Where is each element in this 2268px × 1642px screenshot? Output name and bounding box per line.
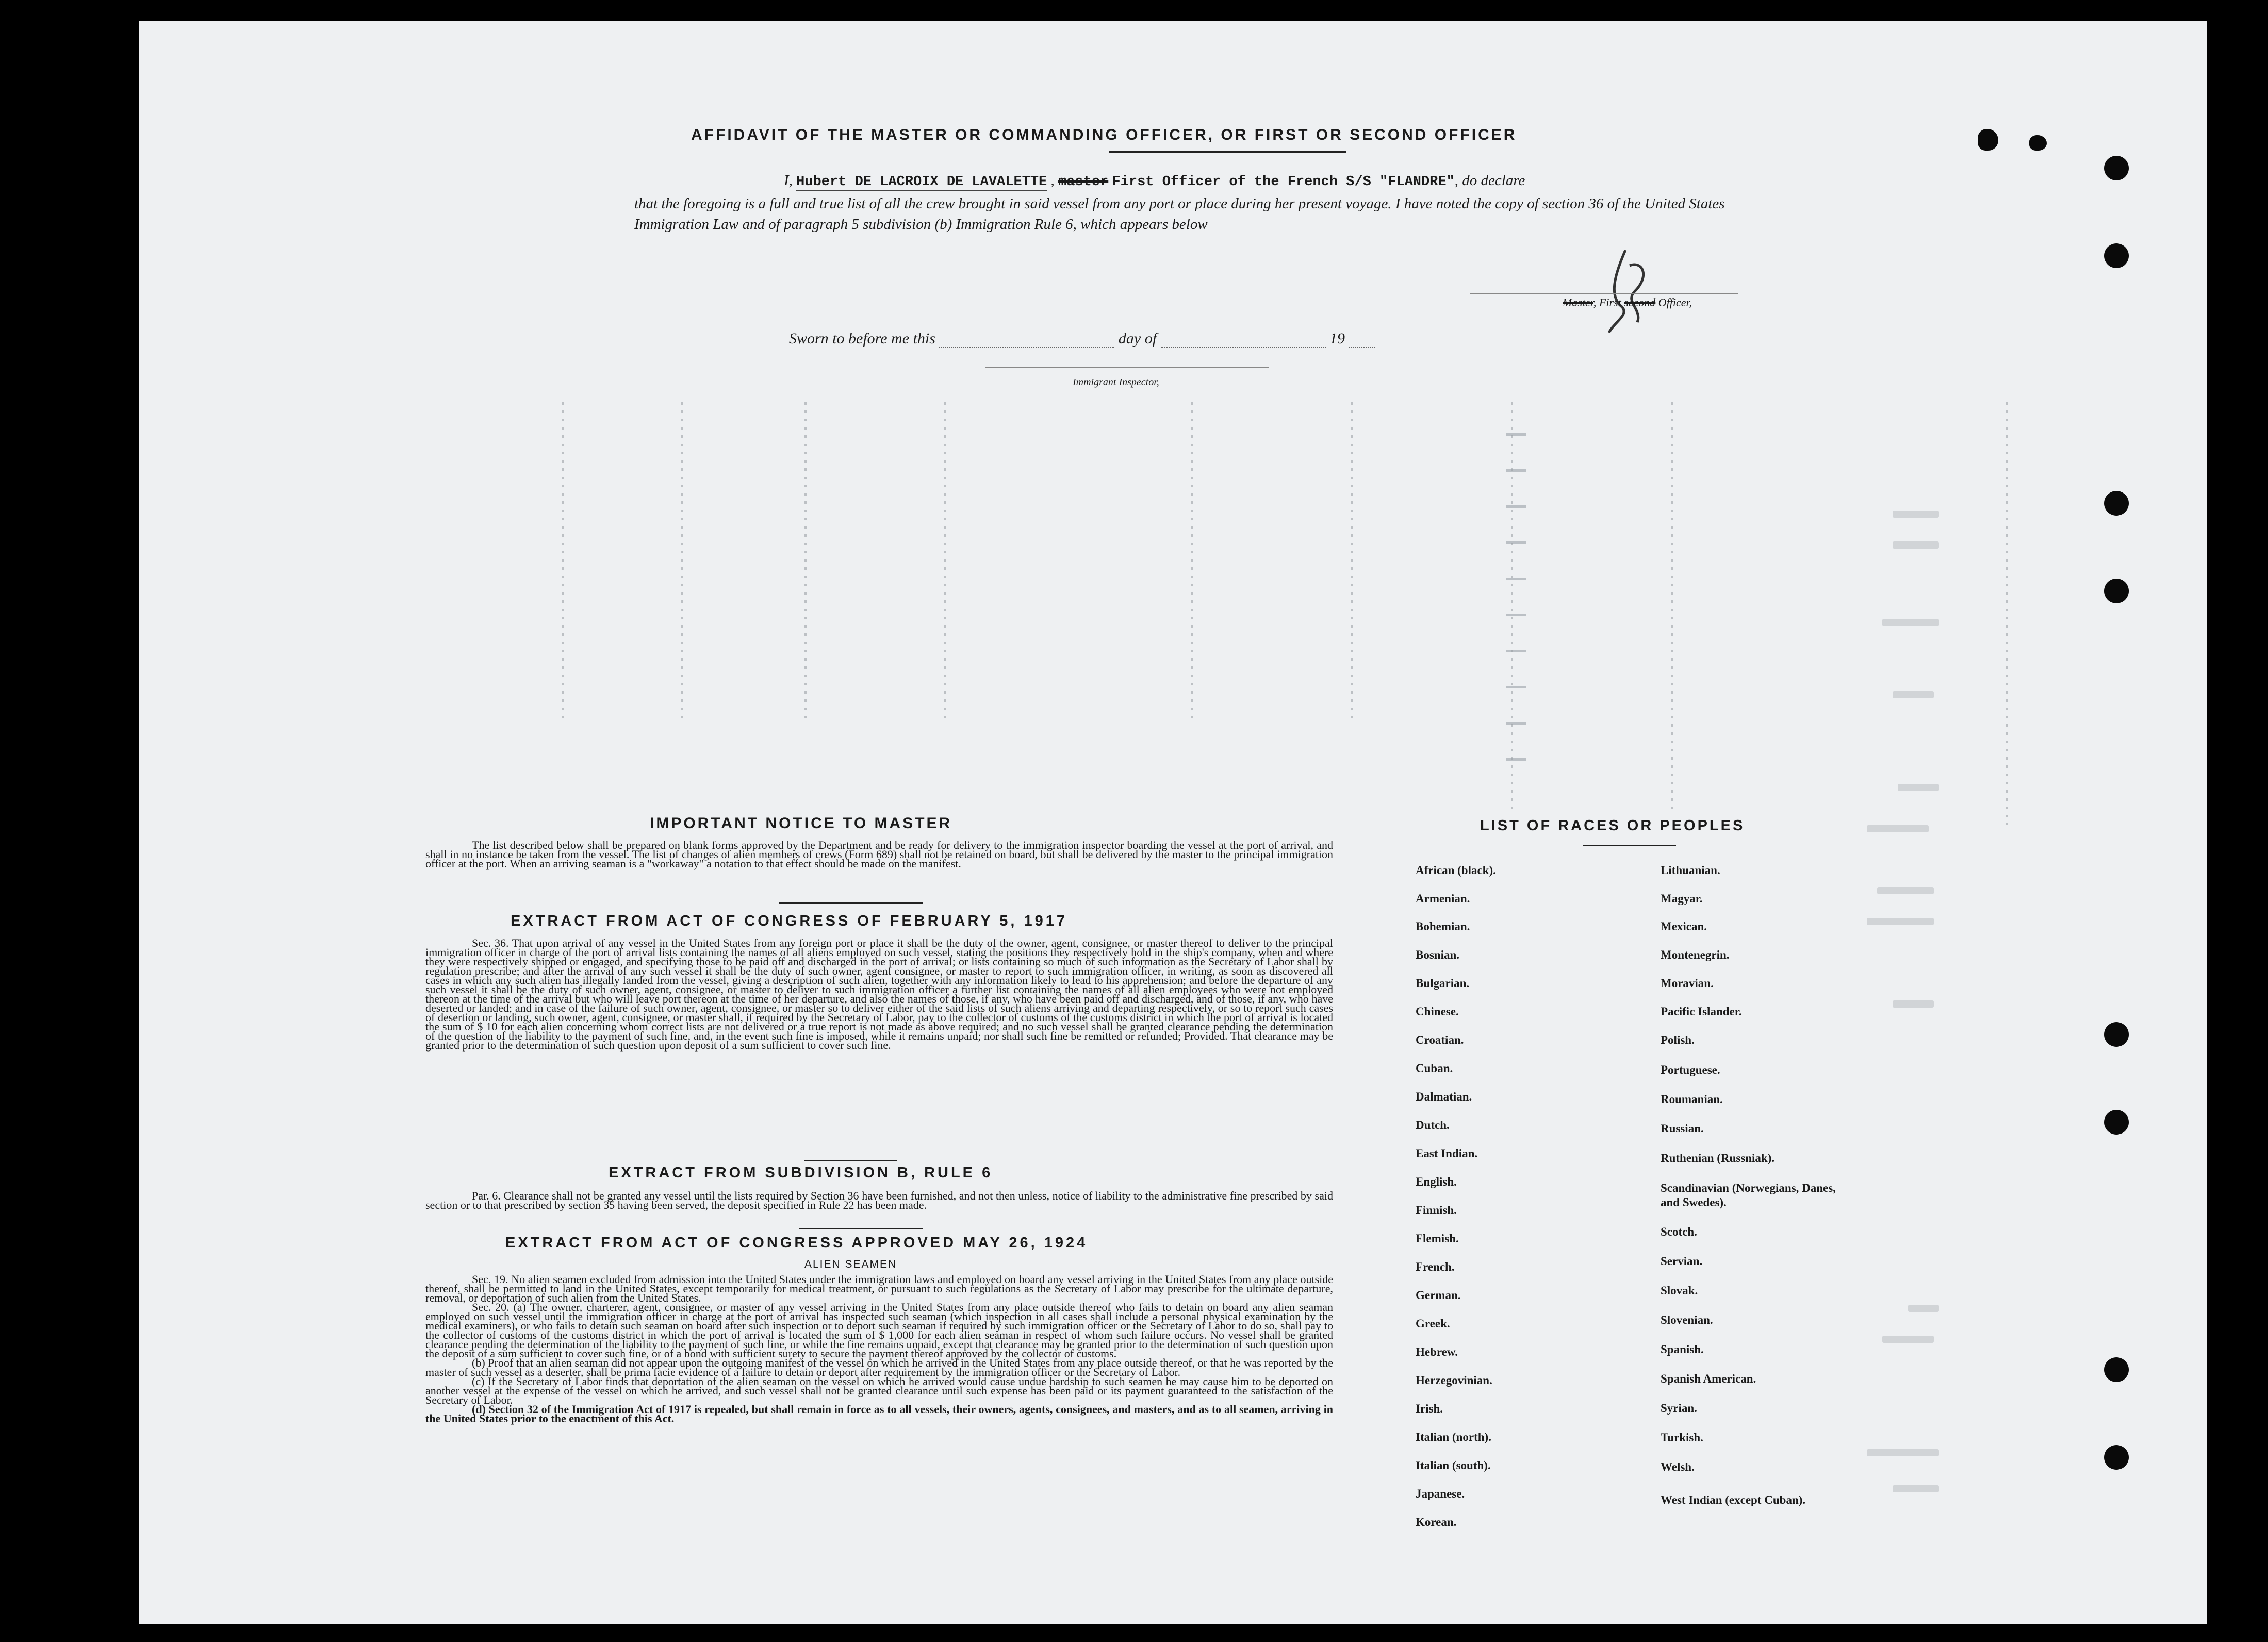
punch-hole [2104, 1357, 2129, 1382]
race-left-item: Italian (north). [1416, 1431, 1491, 1443]
bleed-through-column [2006, 402, 2008, 825]
race-right-item: Mexican. [1661, 920, 1707, 933]
race-left-item: Chinese. [1416, 1005, 1459, 1018]
extract-1917-rule [804, 1160, 897, 1161]
race-right-item: Polish. [1661, 1033, 1695, 1046]
sig-first: First [1599, 296, 1621, 309]
race-right-item: Spanish. [1661, 1343, 1704, 1356]
bleed-through-text [1898, 784, 1939, 791]
race-right-item: Turkish. [1661, 1431, 1703, 1444]
race-right-item: Magyar. [1661, 892, 1703, 905]
struck-master: Master [1563, 296, 1593, 309]
bleed-through-text [1893, 691, 1934, 698]
officer-name: Hubert DE LACROIX DE LAVALETTE [796, 174, 1047, 190]
bleed-through-mark [1506, 578, 1526, 580]
affidavit-i: I, [784, 172, 793, 189]
race-right-item: Ruthenian (Russniak). [1661, 1152, 1775, 1164]
sig-officer: Officer, [1658, 296, 1692, 309]
day-blank[interactable] [939, 347, 1114, 348]
punch-hole [2104, 156, 2129, 180]
bleed-through-mark [1506, 469, 1526, 472]
race-left-item: Croatian. [1416, 1033, 1464, 1046]
day-of: day of [1118, 330, 1157, 347]
extract-1924-title: EXTRACT FROM ACT OF CONGRESS APPROVED MAY 26, 1924 [505, 1235, 1088, 1251]
inspector-signature-line [985, 367, 1269, 368]
race-right-item: Scandinavian (Norwegians, Danes, and Swedes). [1661, 1181, 1836, 1209]
extract-1924-text: Sec. 19. No alien seamen excluded from admission into the United States under the immigration laws and employed on board any vessel arriving in the United States from any place outside thereof, shall be permitted to land in the United States, except temporarily for medical treatment, or pursuant to such regulations as the Secretary of Labor may prescribe for the ultimate departure, removal, or deportation of such alien from the United States. Sec. 20. (a) The owner, charterer, agent, consignee, or master of any vessel arriving in the United States from any place outside thereof who fails to detain on board any alien seaman employed on such vessel until the immigration officer in charge at the port of arrival has inspected such seaman (which inspection in all cases shall include a personal physical examination by the medical examiners), or who fails to detain such seaman on board after such inspection or to deport such seaman if required by such immigration officer or the Secretary of Labor to do so, shall pay to the collector of customs of the customs district in which the port of arrival is located the sum of $ 1,000 for each alien seaman in respect of whom such failure occurs. No vessel shall be granted clearance pending the determination of the liability to the payment of such fine, or while the fine remains unpaid, except that clearance may be granted prior to the determination of such question upon the deposit of a sum sufficient to cover such fine, or of a bond with sufficient surety to secure the payment thereof approved by the collector of customs. (b) Proof that an alien seaman did not appear upon the outgoing manifest of the vessel on which he arrived in the United States from any place outside thereof, or that he was reported by the master of such vessel as a deserter, shall be prima facie evidence of a failure to detain or deport after requirement by the immigration officer or the Secretary of Labor. (c) If the Secretary of Labor finds that deportation of the alien seaman on the vessel on which he arrived would cause undue hardship to such seamen he may cause him to be deported on another vessel at the expense of the vessel on which he arrived, and such vessel shall not be granted clearance until such expense has been paid or its payment guaranteed to the satisfaction of the Secretary of Labor. (d) Section 32 of the Immigration Act of 1917 is repealed, but shall remain in force as to all vessels, their owners, agents, consignees, and masters, and as to all seamen, arriving in the United States prior to the enactment of this Act. [425, 1273, 1333, 1425]
punch-hole [2104, 1022, 2129, 1047]
race-left-item: Dalmatian. [1416, 1090, 1472, 1103]
race-right-item: Slovenian. [1661, 1313, 1713, 1326]
races-title: LIST OF RACES OR PEOPLES [1480, 817, 1745, 834]
bleed-through-mark [1506, 686, 1526, 688]
bleed-through-mark [1506, 541, 1526, 544]
year-blank[interactable] [1349, 347, 1375, 348]
race-left-item: German. [1416, 1289, 1461, 1302]
race-right-item: Servian. [1661, 1255, 1703, 1268]
ink-spot [1978, 129, 1998, 151]
extract-rule6-text: Par. 6. Clearance shall not be granted any vessel until the lists required by Section 36 have been furnished, and not then unless, notice of liability to the administrative fine prescribed by said section or to that prescribed by section 35 having been served, the deposit specified in Rule 22 has been made. [425, 1189, 1333, 1211]
declare-text: , do declare [1454, 172, 1525, 189]
bleed-through-text [1893, 1000, 1934, 1008]
immigrant-inspector-label: Immigrant Inspector, [1073, 376, 1159, 388]
race-left-item: French. [1416, 1260, 1455, 1273]
race-left-item: Irish. [1416, 1402, 1443, 1415]
race-left-item: Korean. [1416, 1516, 1457, 1529]
title-rule [1109, 151, 1346, 153]
signature-line [1470, 293, 1738, 294]
extract-1917-title: EXTRACT FROM ACT OF CONGRESS OF FEBRUARY 5, 1917 [511, 913, 1068, 929]
extract-1917-text: Sec. 36. That upon arrival of any vessel in the United States from any foreign port or place it shall be the duty of the owner, agent, consignee, or master thereof to deliver to the principal immigration officer in charge of the port of arrival lists containing the names of all aliens employed on such vessel, stating the positions they respectively hold in the ship's company, when and where they were respectively shipped or engaged, and specifying those to be paid off and discharged in the port of arrival; or lists containing so much of such information as the Secretary of Labor shall by regulation prescribe; and after the arrival of any such vessel it shall be the duty of such owner, agent consignee, or master to report to such immigration officer, in writing, as soon as discovered all cases in which any such alien has illegally landed from the vessel, giving a description of such alien, together with any information likely to lead to his apprehension; and before the departure of any such vessel it shall be the duty of such owner, agent, consignee, or master to deliver to such immigration officer a further list containing the names of all alien employees who were not employed thereon at the time of the arrival but who will leave port thereon at the time of her departure, and also the names of those, if any, who have been paid off and discharged, and of those, if any, who have deserted or landed; and in case of the failure of such owner, agent, consignee, or master so to deliver either of the said lists of such aliens arriving and departing respectively, or so to report such cases of desertion or landing, such owner, agent, consignee, or master shall, if required by the Secretary of Labor, pay to the collector of customs of the customs district in which the port of arrival is located the sum of $ 10 for each alien concerning whom correct lists are not delivered or a true report is not made as above required; and no such vessel shall be granted clearance pending the determination of the question of the liability to the payment of such fine, and, in the event such fine is imposed, while it remains unpaid; nor shall such fine be remitted or refunded; Provided. That clearance may be granted prior to the determination of such question upon deposit of a sum sufficient to cover such fine. [425, 937, 1333, 1052]
bleed-through-column [562, 402, 564, 722]
bleed-through-mark [1506, 650, 1526, 652]
race-right-item: Scotch. [1661, 1225, 1697, 1238]
bleed-through-column [944, 402, 946, 722]
alien-seamen-subtitle: ALIEN SEAMEN [804, 1258, 897, 1270]
bleed-through-text [1882, 619, 1939, 626]
race-left-item: Flemish. [1416, 1232, 1459, 1245]
notice-title: IMPORTANT NOTICE TO MASTER [650, 815, 952, 832]
notice-text: The list described below shall be prepared on blank forms approved by the Department and be ready for delivery to the immigration inspector boarding the vessel at the port of arrival, and shall in no instance be taken from the vessel. The list of changes of alien members of crews (Form 689) shall not be retained on board, but shall be delivered by the master to the principal immigration officer at the port. When an arriving seaman is a "workaway" a notation to that effect should be made on the manifest. [425, 839, 1333, 870]
bleed-through-text [1893, 1485, 1939, 1492]
race-left-item: African (black). [1416, 864, 1496, 877]
ink-spot [2029, 135, 2047, 151]
race-right-item: West Indian (except Cuban). [1661, 1493, 1806, 1506]
race-right-item: Syrian. [1661, 1402, 1697, 1415]
race-left-item: Japanese. [1416, 1487, 1465, 1500]
bleed-through-mark [1506, 505, 1526, 508]
punch-hole [2104, 243, 2129, 268]
sworn-prefix: Sworn to before me this [789, 330, 935, 347]
bleed-through-text [1867, 918, 1934, 925]
race-left-item: Bosnian. [1416, 948, 1460, 961]
race-left-item: Armenian. [1416, 892, 1470, 905]
race-left-item: English. [1416, 1175, 1457, 1188]
bleed-through-mark [1506, 433, 1526, 436]
race-right-item: Montenegrin. [1661, 948, 1730, 961]
bleed-through-mark [1506, 758, 1526, 761]
race-right-item: Pacific Islander. [1661, 1005, 1742, 1018]
punch-hole [2104, 579, 2129, 603]
signature-scribble [1593, 245, 1655, 338]
race-right-item: Spanish American. [1661, 1372, 1756, 1385]
race-right-item: Roumanian. [1661, 1093, 1723, 1106]
race-left-item: Italian (south). [1416, 1459, 1491, 1472]
race-left-item: Cuban. [1416, 1062, 1453, 1075]
bleed-through-text [1877, 887, 1934, 894]
race-right-item: Lithuanian. [1661, 864, 1720, 877]
affidavit-body: that the foregoing is a full and true list of all the crew brought in said vessel from any port or place during her present voyage. I have noted the copy of section 36 of the United States Immigration Law and of paragraph 5 subdivision (b) Immigration Rule 6, which appears below [634, 195, 1725, 233]
bleed-through-column [681, 402, 683, 722]
race-left-item: Dutch. [1416, 1119, 1450, 1131]
races-rule [1583, 845, 1676, 846]
bleed-through-column [1351, 402, 1353, 722]
race-left-item: East Indian. [1416, 1147, 1478, 1160]
race-left-item: Herzegovinian. [1416, 1374, 1492, 1387]
extract-rule6-rule [799, 1228, 923, 1229]
race-left-item: Bohemian. [1416, 920, 1470, 933]
form-page [139, 21, 2207, 1624]
race-right-item: Russian. [1661, 1122, 1704, 1135]
notice-rule [779, 902, 923, 904]
bleed-through-column [1191, 402, 1193, 722]
year-label: 19 [1329, 330, 1345, 347]
race-left-item: Hebrew. [1416, 1345, 1458, 1358]
affidavit-title: AFFIDAVIT OF THE MASTER OR COMMANDING OFFICER, OR FIRST OR SECOND OFFICER [691, 126, 1517, 143]
bleed-through-text [1893, 541, 1939, 549]
struck-title: master [1058, 174, 1109, 190]
punch-hole [2104, 491, 2129, 516]
bleed-through-mark [1506, 722, 1526, 725]
race-right-item: Slovak. [1661, 1284, 1698, 1297]
bleed-through-text [1867, 1449, 1939, 1456]
affidavit-statement: I, Hubert DE LACROIX DE LAVALETTE , master First Officer of the French S/S "FLANDRE", do declare that the foregoing is a full and true list of all the crew brought in said vessel from any port or place during her present voyage. I have noted the copy of section 36 of the United States Immigration Law and of paragraph 5 subdivision (b) Immigration Rule 6, which appears below [634, 170, 1748, 235]
struck-second: second [1624, 296, 1656, 309]
race-left-item: Finnish. [1416, 1204, 1457, 1217]
signature-caption: Master, First second Officer, [1563, 296, 1692, 309]
bleed-through-column [1671, 402, 1673, 815]
officer-role: First Officer of the French S/S "FLANDRE" [1112, 174, 1455, 190]
race-right-item: Welsh. [1661, 1460, 1695, 1473]
bleed-through-text [1908, 1305, 1939, 1312]
race-right-item: Portuguese. [1661, 1063, 1720, 1076]
bleed-through-mark [1506, 614, 1526, 616]
race-right-item: Moravian. [1661, 977, 1714, 990]
sworn-line [789, 330, 1375, 348]
bleed-through-text [1893, 511, 1939, 518]
punch-hole [2104, 1445, 2129, 1470]
race-left-item: Bulgarian. [1416, 977, 1470, 990]
bleed-through-column [1511, 402, 1513, 815]
race-left-item: Greek. [1416, 1317, 1450, 1330]
bleed-through-text [1867, 825, 1929, 832]
extract-rule6-title: EXTRACT FROM SUBDIVISION B, RULE 6 [609, 1164, 993, 1181]
month-blank[interactable] [1161, 347, 1326, 348]
bleed-through-text [1882, 1336, 1934, 1343]
punch-hole [2104, 1110, 2129, 1135]
bleed-through-column [804, 402, 807, 722]
